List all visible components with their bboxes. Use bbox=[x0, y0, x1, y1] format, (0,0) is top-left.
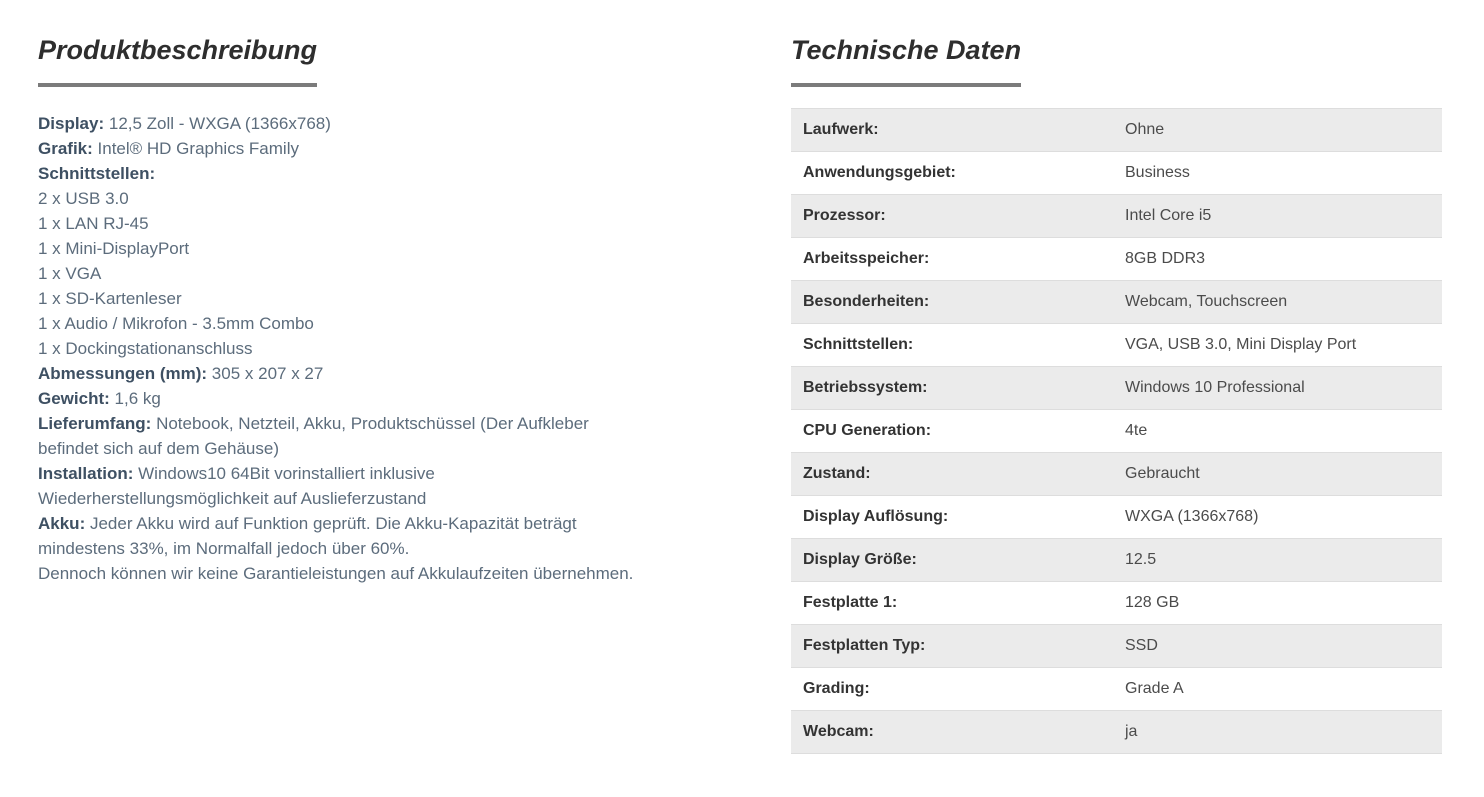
description-label: Akku: bbox=[38, 514, 86, 534]
spec-row bbox=[791, 238, 1442, 281]
spec-value: SSD bbox=[1125, 637, 1158, 655]
description-text: Wiederherstellungsmöglichkeit auf Auslieferzustand bbox=[38, 489, 427, 509]
spec-row bbox=[791, 711, 1442, 754]
description-line bbox=[38, 386, 791, 411]
spec-value: 4te bbox=[1125, 422, 1148, 440]
spec-value: 128 GB bbox=[1125, 594, 1180, 612]
spec-row bbox=[791, 582, 1442, 625]
description-line bbox=[38, 411, 791, 436]
description-line bbox=[38, 211, 791, 236]
description-label: Lieferumfang: bbox=[38, 414, 152, 434]
description-line bbox=[38, 286, 791, 311]
spec-value: Grade A bbox=[1125, 680, 1184, 698]
description-text: 2 x USB 3.0 bbox=[38, 189, 129, 209]
spec-table bbox=[791, 108, 1442, 754]
spec-label: Festplatte 1: bbox=[803, 594, 898, 612]
description-label: Grafik: bbox=[38, 139, 93, 159]
spec-row bbox=[791, 625, 1442, 668]
spec-value: 8GB DDR3 bbox=[1125, 250, 1206, 268]
spec-label: Display Auflösung: bbox=[803, 508, 949, 526]
description-text: 12,5 Zoll - WXGA (1366x768) bbox=[104, 114, 331, 134]
description-line bbox=[38, 136, 791, 161]
description-text: Intel® HD Graphics Family bbox=[92, 139, 299, 159]
spec-value: 12.5 bbox=[1125, 551, 1157, 569]
spec-value: WXGA (1366x768) bbox=[1125, 508, 1259, 526]
description-line bbox=[38, 111, 791, 136]
product-description-heading: Produktbeschreibung bbox=[38, 34, 317, 87]
description-label: Abmessungen (mm): bbox=[38, 364, 208, 384]
spec-row bbox=[791, 496, 1442, 539]
description-line bbox=[38, 311, 791, 336]
description-text: Jeder Akku wird auf Funktion geprüft. Die Akku-Kapazität beträgt bbox=[85, 514, 577, 534]
technical-data-heading: Technische Daten bbox=[791, 34, 1021, 87]
description-line bbox=[38, 486, 791, 511]
product-description-section bbox=[38, 34, 791, 754]
spec-value: Gebraucht bbox=[1125, 465, 1200, 483]
description-text: befindet sich auf dem Gehäuse) bbox=[38, 439, 279, 459]
description-line bbox=[38, 461, 791, 486]
spec-row bbox=[791, 668, 1442, 711]
description-text: 1 x Dockingstationanschluss bbox=[38, 339, 253, 359]
spec-value: ja bbox=[1125, 723, 1138, 741]
spec-label: Besonderheiten: bbox=[803, 293, 930, 311]
spec-label: CPU Generation: bbox=[803, 422, 932, 440]
spec-row bbox=[791, 152, 1442, 195]
spec-value: Business bbox=[1125, 164, 1190, 182]
product-description-text bbox=[38, 111, 791, 586]
spec-label: Laufwerk: bbox=[803, 121, 879, 139]
spec-row bbox=[791, 539, 1442, 582]
description-text: 1,6 kg bbox=[109, 389, 161, 409]
spec-label: Display Größe: bbox=[803, 551, 917, 569]
description-line bbox=[38, 336, 791, 361]
description-line bbox=[38, 361, 791, 386]
spec-table-body bbox=[791, 109, 1442, 754]
spec-value: Webcam, Touchscreen bbox=[1125, 293, 1288, 311]
spec-label: Grading: bbox=[803, 680, 870, 698]
spec-row bbox=[791, 367, 1442, 410]
spec-row bbox=[791, 195, 1442, 238]
spec-value: Ohne bbox=[1125, 121, 1165, 139]
description-label: Gewicht: bbox=[38, 389, 110, 409]
spec-value: Intel Core i5 bbox=[1125, 207, 1212, 225]
spec-value: Windows 10 Professional bbox=[1125, 379, 1305, 397]
description-label: Installation: bbox=[38, 464, 134, 484]
description-line bbox=[38, 186, 791, 211]
spec-row bbox=[791, 324, 1442, 367]
spec-label: Webcam: bbox=[803, 723, 874, 741]
description-text: mindestens 33%, im Normalfall jedoch über 60%. bbox=[38, 539, 410, 559]
spec-label: Zustand: bbox=[803, 465, 871, 483]
spec-label: Arbeitsspeicher: bbox=[803, 250, 930, 268]
description-text: 1 x LAN RJ-45 bbox=[38, 214, 149, 234]
spec-label: Anwendungsgebiet: bbox=[803, 164, 956, 182]
spec-label: Prozessor: bbox=[803, 207, 886, 225]
description-line bbox=[38, 161, 791, 186]
spec-row bbox=[791, 410, 1442, 453]
description-line bbox=[38, 261, 791, 286]
description-line bbox=[38, 536, 791, 561]
spec-row bbox=[791, 109, 1442, 152]
spec-value: VGA, USB 3.0, Mini Display Port bbox=[1125, 336, 1357, 354]
description-text: Notebook, Netzteil, Akku, Produktschüssel (Der Aufkleber bbox=[151, 414, 589, 434]
description-text: 1 x VGA bbox=[38, 264, 102, 284]
spec-label: Betriebssystem: bbox=[803, 379, 928, 397]
description-label: Schnittstellen: bbox=[38, 164, 156, 184]
spec-row bbox=[791, 453, 1442, 496]
description-text: 1 x SD-Kartenleser bbox=[38, 289, 182, 309]
description-line bbox=[38, 236, 791, 261]
description-text: Windows10 64Bit vorinstalliert inklusive bbox=[133, 464, 435, 484]
description-text: 305 x 207 x 27 bbox=[207, 364, 324, 384]
spec-row bbox=[791, 281, 1442, 324]
description-line bbox=[38, 436, 791, 461]
spec-label: Festplatten Typ: bbox=[803, 637, 926, 655]
description-line bbox=[38, 511, 791, 536]
description-label: Display: bbox=[38, 114, 105, 134]
description-text: 1 x Audio / Mikrofon - 3.5mm Combo bbox=[38, 314, 314, 334]
technical-data-section bbox=[791, 34, 1442, 754]
description-text: Dennoch können wir keine Garantieleistungen auf Akkulaufzeiten übernehmen. bbox=[38, 564, 634, 584]
description-line bbox=[38, 561, 791, 586]
description-text: 1 x Mini-DisplayPort bbox=[38, 239, 190, 259]
spec-label: Schnittstellen: bbox=[803, 336, 914, 354]
